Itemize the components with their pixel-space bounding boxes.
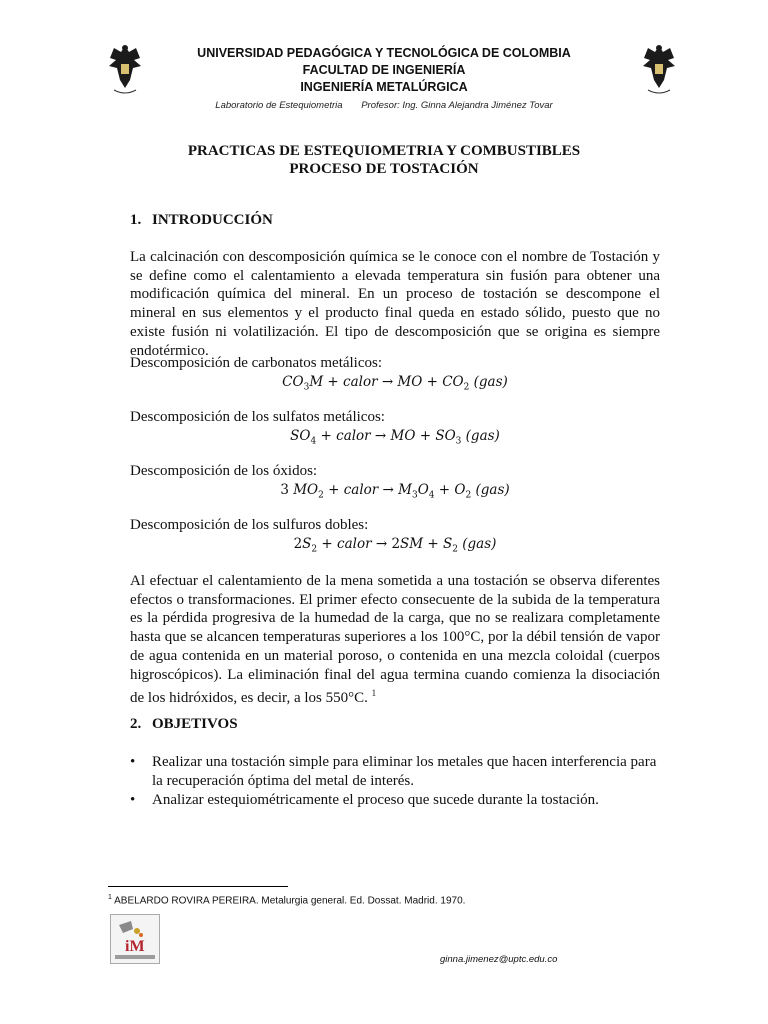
- faculty-name: FACULTAD DE INGENIERÍA: [302, 63, 466, 77]
- bullet-icon: •: [130, 754, 136, 770]
- objective-text: Analizar estequiométricamente el proceso que sucede durante la tostación.: [152, 792, 599, 808]
- section-title: OBJETIVOS: [152, 716, 238, 732]
- sulfuros-label: Descomposición de los sulfuros dobles:: [130, 517, 369, 533]
- document-title: PRACTICAS DE ESTEQUIOMETRIA Y COMBUSTIBLES: [187, 143, 581, 159]
- footnote-text: ABELARDO ROVIRA PEREIRA. Metalurgia general. Ed. Dossat. Madrid. 1970.: [114, 895, 466, 907]
- metallurgy-logo-icon: [110, 914, 160, 964]
- header-subline: [0, 100, 768, 111]
- document-subtitle: PROCESO DE TOSTACIÓN: [289, 161, 479, 177]
- equation-oxidos: 3 $MO_2$ + calor → $M_3O_4 + O_2$ (gas): [280, 482, 510, 501]
- lab-name: Laboratorio de Estequiometria: [215, 100, 343, 111]
- footnote-number: 1: [108, 894, 112, 901]
- section-heading-objetivos: [130, 716, 238, 733]
- objective-text: Realizar una tostación simple para eliminar los metales que hacen interferencia para la recuperación óptima del metal de interés.: [152, 754, 657, 789]
- equation-sulfuros: $2S_2$ + calor → $2SM + S_2$ (gas): [293, 536, 497, 555]
- list-item: [130, 791, 660, 810]
- intro-paragraph: La calcinación con descomposición química se le conoce con el nombre de Tostación y se define como el calentamiento a elevada temperatura sin fusión para obtener una modificación química del mineral. En un proceso de tostación se descompone el mineral en sus elementos y el producto final queda en estado sólido, puesto que no existe fusión ni volatilización. El tipo de descomposición que se origina es siempre endotérmico.: [130, 249, 660, 359]
- section-number: 1.: [130, 212, 142, 228]
- bullet-icon: •: [130, 792, 136, 808]
- footnote-divider: [108, 886, 288, 887]
- section-heading-introduccion: [130, 212, 273, 229]
- contact-email[interactable]: ginna.jimenez@uptc.edu.co: [440, 954, 558, 965]
- program-name: INGENIERÍA METALÚRGICA: [300, 80, 468, 94]
- svg-text:iM: iM: [125, 938, 145, 955]
- effects-text: Al efectuar el calentamiento de la mena sometida a una tostación se observa diferentes efectos o transformaciones. El primer efecto consecuente de la subida de la temperatura es la pérdida progresiva de la humedad de la carga, que no se realizara completamente hasta que se alcancen temperaturas superiores a los 100°C, por la débil tensión de vapor de agua contenida en un material poroso, o contenida en una mezcla coloidal (cuerpos higroscópicos). La eliminación final del agua termina cuando comienza la disociación de los hidróxidos, es decir, a los 550°C.: [130, 573, 660, 707]
- university-name: UNIVERSIDAD PEDAGÓGICA Y TECNOLÓGICA DE COLOMBIA: [197, 46, 571, 60]
- footnote: [108, 894, 465, 906]
- professor-name: Profesor: Ing. Ginna Alejandra Jiménez Tovar: [361, 100, 553, 111]
- equation-carbonatos: $CO_3M$ + calor → MO + $CO_2$ (gas): [282, 374, 508, 393]
- effects-paragraph: [130, 572, 660, 708]
- list-item: [130, 753, 660, 790]
- oxidos-label: Descomposición de los óxidos:: [130, 463, 318, 479]
- section-number: 2.: [130, 716, 142, 732]
- footnote-ref[interactable]: 1: [371, 688, 377, 699]
- sulfatos-label: Descomposición de los sulfatos metálicos:: [130, 409, 385, 425]
- carbonatos-label: Descomposición de carbonatos metálicos:: [130, 355, 383, 371]
- section-title: INTRODUCCIÓN: [152, 212, 273, 228]
- equation-sulfatos: $SO_4$ + calor → MO + $SO_3$ (gas): [290, 428, 500, 447]
